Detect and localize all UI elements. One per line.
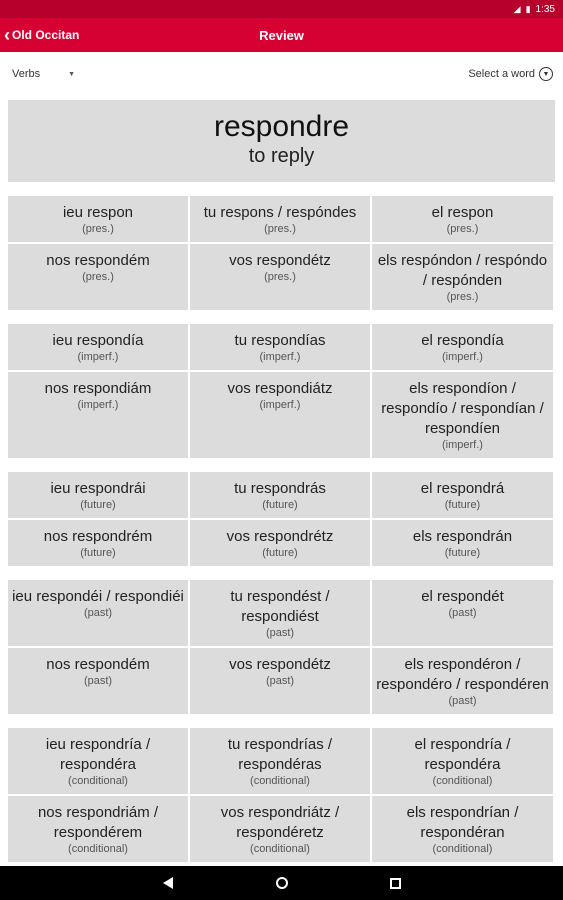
verb-form: ieu respondrái xyxy=(50,480,146,497)
conjugation-cell xyxy=(8,372,188,458)
select-word-label: Select a word xyxy=(468,68,535,80)
tense-label: (past) xyxy=(265,627,295,639)
tense-label: (past) xyxy=(448,607,477,619)
conjugation-cell xyxy=(8,648,188,714)
back-button[interactable] xyxy=(4,18,79,52)
conjugation-cell xyxy=(190,196,370,242)
page-title: Review xyxy=(259,27,304,43)
tense-label: (past) xyxy=(83,607,113,619)
wifi-icon: ◢ xyxy=(513,3,521,14)
tense-label: (conditional) xyxy=(250,843,310,855)
conjugation-cell xyxy=(372,580,553,646)
conjugation-group xyxy=(8,196,555,310)
verb-form: els respóndon / respóndo / respónden xyxy=(377,252,548,289)
tense-label: (imperf.) xyxy=(442,439,483,451)
conjugation-cell xyxy=(190,472,370,518)
conjugation-group xyxy=(8,580,555,714)
conjugation-list[interactable] xyxy=(0,96,563,866)
navigation-bar xyxy=(0,866,563,900)
conjugation-cell xyxy=(190,244,370,310)
chevron-down-circle-icon: ▼ xyxy=(539,67,553,81)
filter-row xyxy=(0,52,563,96)
verb-form: el respondía xyxy=(421,332,504,349)
tense-label: (imperf.) xyxy=(442,351,483,363)
verb-form: els respondrán xyxy=(412,528,513,545)
conjugation-cell xyxy=(8,796,188,862)
conjugation-cell xyxy=(190,520,370,566)
verb-form: els respondrían / respondéran xyxy=(406,804,519,841)
tense-label: (pres.) xyxy=(82,223,114,235)
conjugation-cell xyxy=(372,520,553,566)
tense-label: (future) xyxy=(262,547,298,559)
conjugation-cell xyxy=(372,196,553,242)
tense-label: (conditional) xyxy=(250,775,310,787)
tense-label: (conditional) xyxy=(432,843,493,855)
verb-form: nos respondém xyxy=(46,252,150,269)
select-word-button[interactable] xyxy=(468,67,553,81)
tense-label: (future) xyxy=(444,547,481,559)
conjugation-cell xyxy=(8,520,188,566)
verb-form: vos respondrétz xyxy=(226,528,334,545)
app-bar xyxy=(0,18,563,52)
conjugation-group xyxy=(8,728,555,862)
battery-icon: ▮ xyxy=(525,3,531,14)
tense-label: (conditional) xyxy=(68,775,128,787)
conjugation-cell xyxy=(8,196,188,242)
tense-label: (pres.) xyxy=(82,271,114,283)
verb-form: vos respondriátz / respondéretz xyxy=(220,804,340,841)
tense-label: (pres.) xyxy=(446,291,479,303)
tense-label: (conditional) xyxy=(68,843,128,855)
verb-form: nos respondiám xyxy=(44,380,152,397)
conjugation-cell xyxy=(190,372,370,458)
tense-label: (future) xyxy=(444,499,481,511)
conjugation-cell xyxy=(372,244,553,310)
category-value: Verbs xyxy=(12,68,41,80)
verb-form: el respondét xyxy=(421,588,504,605)
verb-form: tu respons / respóndes xyxy=(203,204,357,221)
headword-gloss: to reply xyxy=(248,145,315,167)
verb-form: ieu respondría / respondéra xyxy=(45,736,151,773)
tense-label: (pres.) xyxy=(264,223,296,235)
verb-form: tu respondrás xyxy=(234,480,326,497)
conjugation-cell xyxy=(372,324,553,370)
recents-square-icon xyxy=(390,878,401,889)
conjugation-cell xyxy=(190,648,370,714)
verb-form: ieu respondéi / respondiéi xyxy=(12,588,184,605)
tense-label: (imperf.) xyxy=(77,399,119,411)
tense-label: (future) xyxy=(262,499,298,511)
verb-form: ieu respon xyxy=(62,204,134,221)
verb-form: el respon xyxy=(431,204,494,221)
verb-form: tu respondías xyxy=(234,332,326,349)
verb-form: ieu respondía xyxy=(52,332,144,349)
status-bar xyxy=(0,0,563,18)
verb-form: tu respondést / respondiést xyxy=(230,588,330,625)
conjugation-group xyxy=(8,324,555,458)
tense-label: (conditional) xyxy=(432,775,493,787)
tense-label: (future) xyxy=(80,547,116,559)
verb-form: tu respondrías / respondéras xyxy=(227,736,333,773)
conjugation-cell xyxy=(190,728,370,794)
conjugation-groups xyxy=(0,196,563,862)
verb-form: nos respondrém xyxy=(43,528,153,545)
conjugation-cell xyxy=(190,324,370,370)
headword: respondre xyxy=(213,110,350,143)
category-dropdown[interactable] xyxy=(12,68,75,80)
verb-form: vos respondétz xyxy=(229,656,331,673)
conjugation-cell xyxy=(190,580,370,646)
tense-label: (past) xyxy=(448,695,477,707)
tense-label: (pres.) xyxy=(264,271,296,283)
verb-form: els respondíon / respondío / respondían / respondíen xyxy=(381,380,544,437)
verb-form: el respondrá xyxy=(420,480,505,497)
status-time: 1:35 xyxy=(535,3,555,15)
caret-down-icon: ▼ xyxy=(68,70,76,78)
tense-label: (imperf.) xyxy=(259,399,301,411)
conjugation-cell xyxy=(190,796,370,862)
back-triangle-icon xyxy=(163,877,173,889)
verb-form: vos respondétz xyxy=(229,252,331,269)
tense-label: (future) xyxy=(80,499,116,511)
headword-card xyxy=(8,100,555,182)
tense-label: (past) xyxy=(83,675,113,687)
home-circle-icon xyxy=(276,877,288,889)
conjugation-group xyxy=(8,472,555,566)
verb-form: vos respondiátz xyxy=(227,380,333,397)
conjugation-cell xyxy=(8,728,188,794)
conjugation-cell xyxy=(8,244,188,310)
recents-nav-button[interactable] xyxy=(384,871,408,895)
verb-form: els respondéron / respondéro / respondéren xyxy=(376,656,549,693)
conjugation-cell xyxy=(372,648,553,714)
tense-label: (past) xyxy=(265,675,295,687)
conjugation-cell xyxy=(8,324,188,370)
conjugation-cell xyxy=(8,472,188,518)
tense-label: (pres.) xyxy=(446,223,479,235)
tense-label: (imperf.) xyxy=(259,351,301,363)
chevron-left-icon: ‹ xyxy=(4,25,10,45)
conjugation-cell xyxy=(372,472,553,518)
back-label: Old Occitan xyxy=(12,28,80,42)
home-nav-button[interactable] xyxy=(270,871,294,895)
conjugation-cell xyxy=(372,372,553,458)
verb-form: nos respondriám / respondérem xyxy=(37,804,159,841)
conjugation-cell xyxy=(372,796,553,862)
back-nav-button[interactable] xyxy=(156,871,180,895)
tense-label: (imperf.) xyxy=(77,351,119,363)
conjugation-cell xyxy=(8,580,188,646)
verb-form: el respondría / respondéra xyxy=(414,736,511,773)
verb-form: nos respondém xyxy=(46,656,150,673)
conjugation-cell xyxy=(372,728,553,794)
